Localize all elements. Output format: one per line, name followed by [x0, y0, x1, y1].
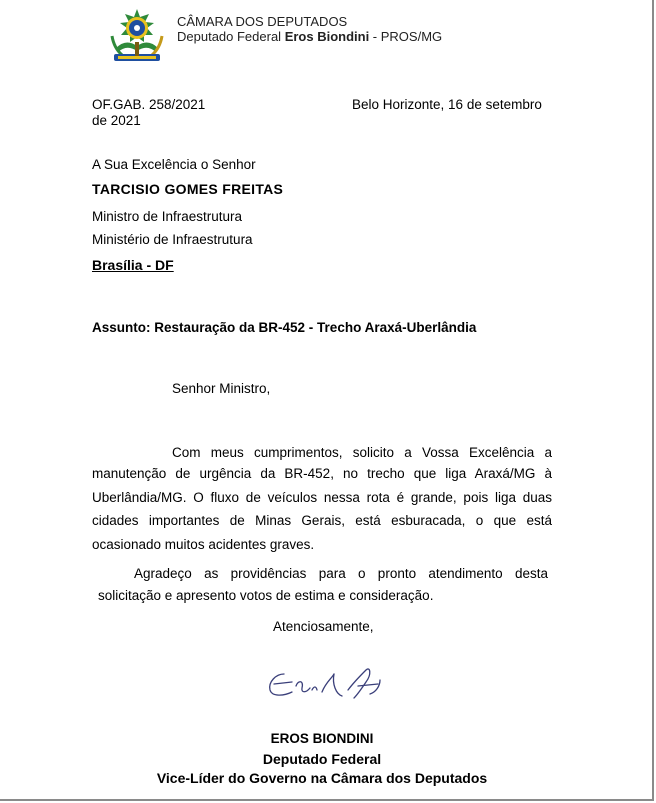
- institution-name: CÂMARA DOS DEPUTADOS: [177, 14, 348, 29]
- closing: Atenciosamente,: [273, 619, 374, 634]
- office-number: OF.GAB. 258/2021: [92, 97, 206, 112]
- paragraph-2-first-line: Agradeço as providências para o pronto atendimento desta: [134, 566, 548, 581]
- recipient-city: Brasília - DF: [92, 257, 174, 273]
- recipient-ministry: Ministério de Infraestrutura: [92, 232, 253, 247]
- paragraph-1-first-line: Com meus cumprimentos, solicito a Vossa Excelência a: [172, 445, 552, 460]
- brazil-coat-of-arms-icon: [106, 8, 168, 68]
- deputy-party: - PROS/MG: [369, 29, 443, 44]
- greeting: Senhor Ministro,: [172, 381, 271, 396]
- deputy-line: [177, 29, 442, 44]
- subject-line: Assunto: Restauração da BR-452 - Trecho Araxá-Uberlândia: [92, 320, 477, 335]
- recipient-title: Ministro de Infraestrutura: [92, 209, 243, 224]
- paragraph-1-body: manutenção de urgência da BR-452, no trecho que liga Araxá/MG à Uberlândia/MG. O fluxo de veículos nessa rota é grande, pois liga duas cidades importantes de Minas Gerais, está esburacada, o que está ocasionado muitos acidentes graves.: [92, 466, 552, 552]
- place-date: Belo Horizonte, 16 de setembro: [352, 97, 542, 112]
- signer-position: Vice-Líder do Governo na Câmara dos Deputados: [156, 770, 488, 786]
- deputy-name: Eros Biondini: [284, 29, 370, 44]
- recipient-name: TARCISIO GOMES FREITAS: [92, 181, 284, 197]
- date-year: de 2021: [92, 113, 141, 128]
- paragraph-2-body: solicitação e apresento votos de estima e consideração.: [98, 588, 434, 603]
- handwritten-signature-icon: [262, 660, 392, 706]
- signer-role: Deputado Federal: [262, 751, 382, 767]
- deputy-prefix: Deputado Federal: [177, 29, 285, 44]
- recipient-salutation: A Sua Excelência o Senhor: [92, 157, 256, 172]
- signer-name: EROS BIONDINI: [270, 731, 374, 746]
